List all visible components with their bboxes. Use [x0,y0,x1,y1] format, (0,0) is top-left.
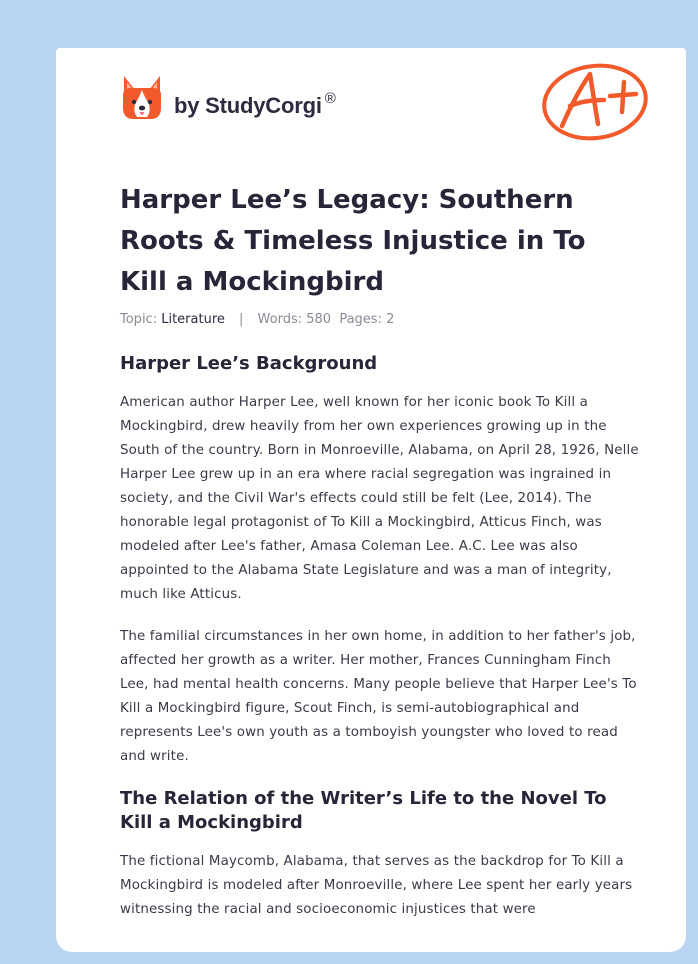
page-count: Pages: 2 [339,312,395,327]
section-heading: Harper Lee’s Background [120,353,378,374]
word-count: Words: 580 [257,312,332,327]
registered-mark: ® [324,90,336,107]
paragraph: The fictional Maycomb, Alabama, that serves as the backdrop for To Kill a Mockingbird is modeled after Monroeville, where Lee spent her early years witnessing the racial and socioeconomic injustices that were [120,854,633,917]
paragraph: American author Harper Lee, well known for her iconic book To Kill a Mockingbird, drew heavily from her own experiences growing up in the South of the country. Born in Monroeville, Alabama, on April 28, 1926, Nelle Harper Lee grew up in an era where racial segregation was ingrained in society, and the Civil War's effects could still be felt (Lee, 2014). The honorable legal protagonist of To Kill a Mockingbird, Atticus Finch, was modeled after Lee's father, Amasa Coleman Lee. A.C. Lee was also appointed to the Alabama State Legislature and was a man of integrity, much like Atticus. [120,395,639,602]
article-title: Harper Lee’s Legacy: Southern Roots & Timeless Injustice in To Kill a Mockingbird [120,185,586,297]
brand-name: by StudyCorgi ® [174,90,336,118]
document-page [56,48,686,952]
section-heading: The Relation of the Writer’s Life to the Novel To Kill a Mockingbird [120,788,607,833]
article-body [120,352,640,940]
header [120,74,650,144]
corgi-icon [120,74,164,122]
a-plus-grade-icon [540,60,650,142]
paragraph: The familial circumstances in her own home, in addition to her father's job, affected her growth as a writer. Her mother, Frances Cunningham Finch Lee, had mental health concerns. Many people believe that Harper Lee's To Kill a Mockingbird figure, Scout Finch, is semi-autobiographical and represents Lee's own youth as a tomboyish youngster who loved to read and write. [120,629,637,764]
meta-separator: | [239,312,244,327]
article-meta [120,312,394,327]
topic-label: Topic: [120,312,158,327]
studycorgi-logo[interactable] [120,74,336,122]
topic-link[interactable]: Literature [161,312,225,327]
